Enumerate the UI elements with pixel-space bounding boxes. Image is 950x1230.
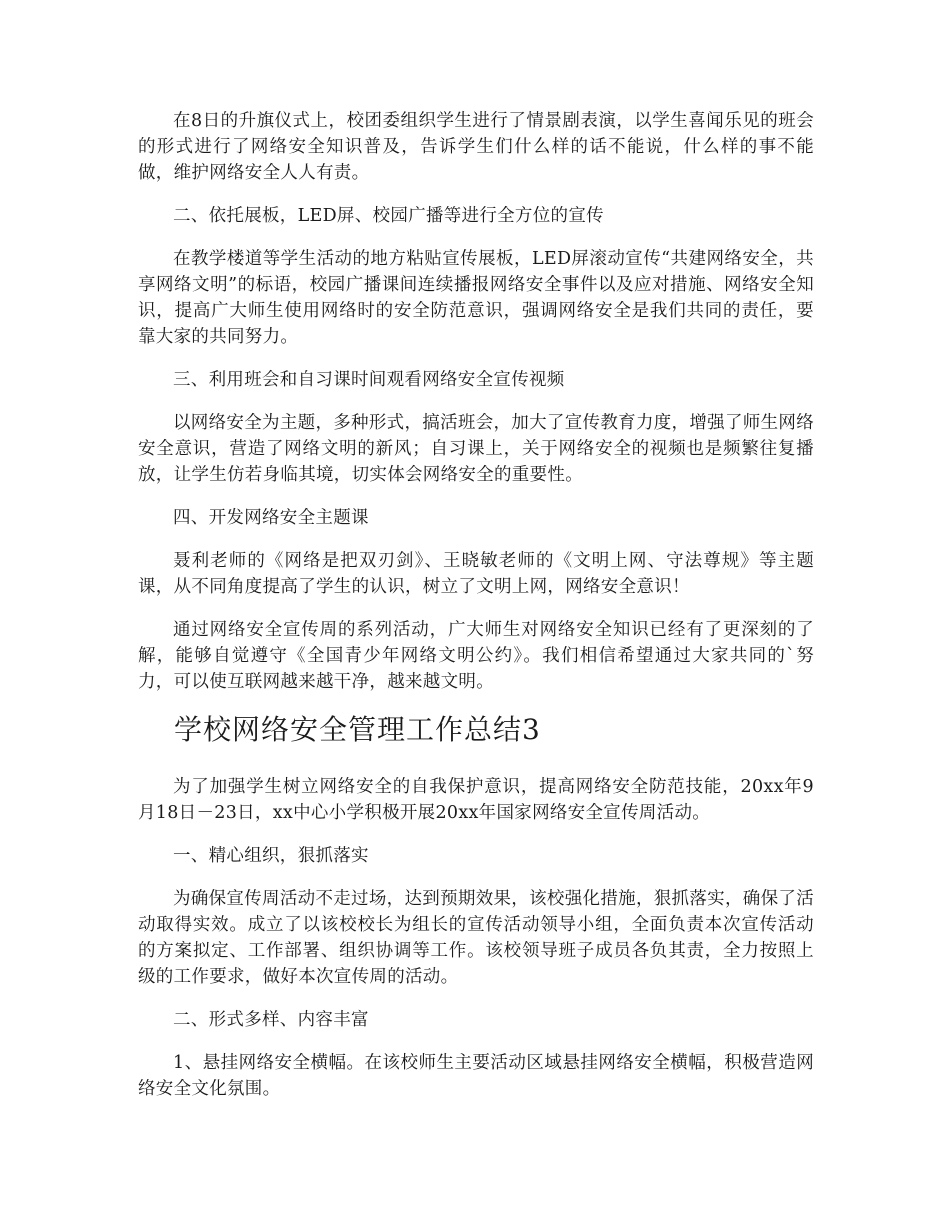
- paragraph-display-boards: 在教学楼道等学生活动的地方粘贴宣传展板，LED屏滚动宣传“共建网络安全，共享网络文明”的标语，校园广播课间连续播报网络安全事件以及应对措施、网络安全知识，提高广大师生使用网络时的安全防范意识，强调网络安全是我们共同的责任，要靠大家的共同努力。: [138, 249, 814, 347]
- heading-item-2-display-boards: 二、依托展板，LED屏、校园广播等进行全方位的宣传: [173, 206, 604, 226]
- document-page: [138, 108, 814, 1119]
- paragraph-class-videos: 以网络安全为主题，多种形式，搞活班会，加大了宣传教育力度，增强了师生网络安全意识，营造了网络文明的新风；自习课上，关于网络安全的视频也是频繁往复播放，让学生仿若身临其境，切实体会网络安全的重要性。: [138, 413, 814, 485]
- paragraph-banners: 1、悬挂网络安全横幅。在该校师生主要活动区域悬挂网络安全横幅，积极营造网络安全文化氛围。: [138, 1053, 814, 1099]
- section-title: 学校网络安全管理工作总结3: [174, 713, 541, 746]
- paragraph-organize: 为确保宣传周活动不走过场，达到预期效果，该校强化措施，狠抓落实，确保了活动取得实效。成立了以该校校长为组长的宣传活动领导小组，全面负责本次宣传活动的方案拟定、工作部署、组织协调等工作。该校领导班子成员各负其责，全力按照上级的工作要求，做好本次宣传周的活动。: [138, 889, 814, 987]
- paragraph-theme-lessons: 聂利老师的《网络是把双刃剑》、王晓敏老师的《文明上网、守法尊规》等主题课，从不同角度提高了学生的认识，树立了文明上网，网络安全意识！: [138, 551, 814, 597]
- heading-item-4-theme-lessons: 四、开发网络安全主题课: [173, 508, 369, 528]
- paragraph-conclusion: 通过网络安全宣传周的系列活动，广大师生对网络安全知识已经有了更深刻的了解，能够自觉遵守《全国青少年网络文明公约》。我们相信希望通过大家共同的`努力，可以使互联网越来越干净，越来越文明。: [138, 620, 814, 692]
- paragraph-intro: 为了加强学生树立网络安全的自我保护意识，提高网络安全防范技能，20xx年9月18日－23日，xx中心小学积极开展20xx年国家网络安全宣传周活动。: [138, 777, 814, 823]
- heading-organize: 一、精心组织，狠抓落实: [173, 846, 369, 866]
- paragraph-flag-ceremony: 在8日的升旗仪式上，校团委组织学生进行了情景剧表演，以学生喜闻乐见的班会的形式进行了网络安全知识普及，告诉学生们什么样的话不能说，什么样的事不能做，维护网络安全人人有责。: [138, 111, 814, 183]
- heading-diverse-forms: 二、形式多样、内容丰富: [173, 1010, 369, 1030]
- heading-item-3-class-videos: 三、利用班会和自习课时间观看网络安全宣传视频: [173, 370, 565, 390]
